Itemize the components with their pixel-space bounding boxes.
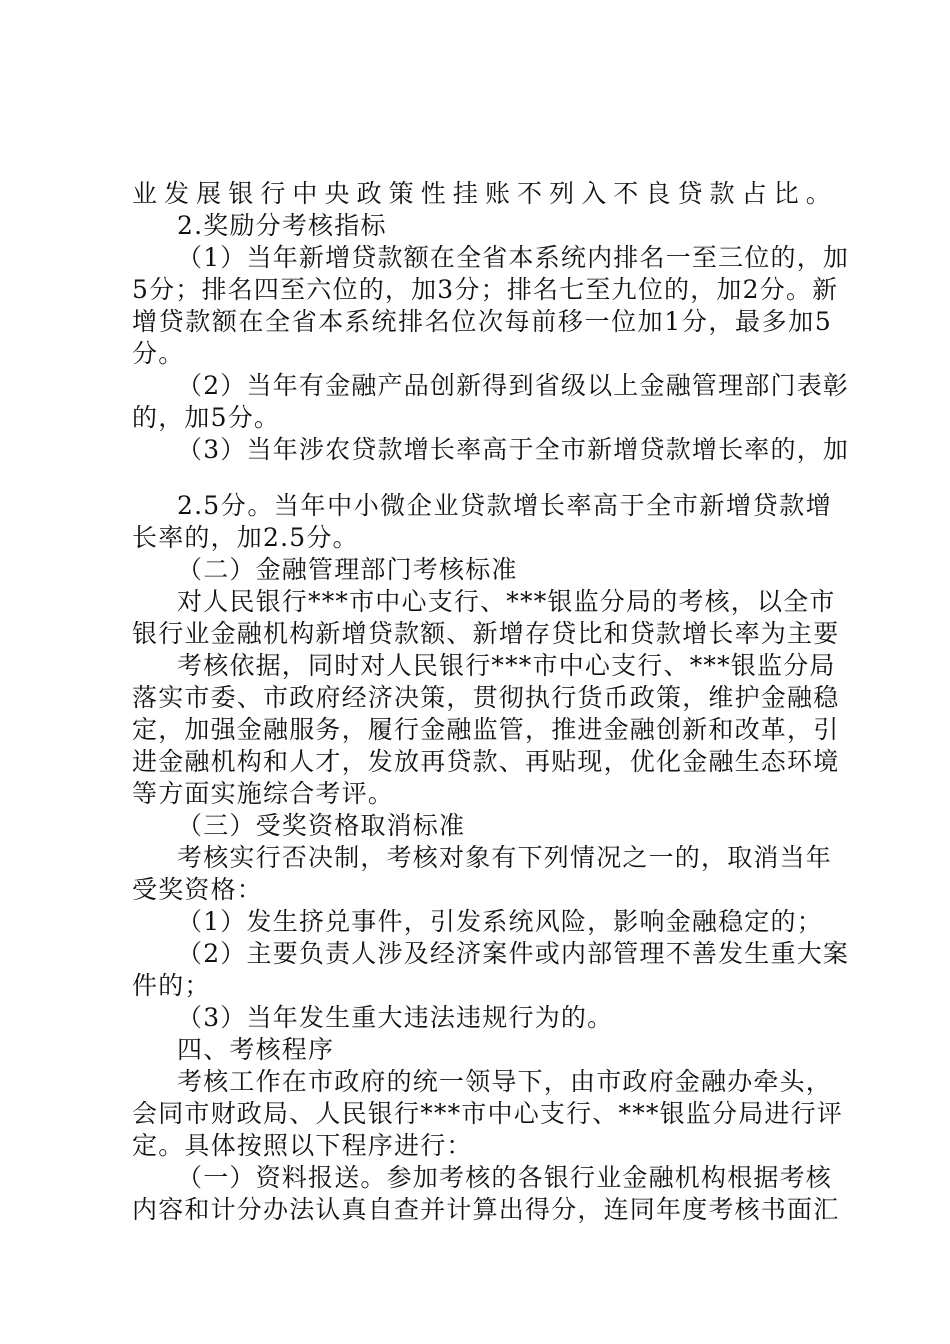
text-line-15: 考核依据，同时对人民银行***市中心支行、***银监分局: [177, 651, 836, 680]
text-line-31: （一）资料报送。参加考核的各银行业金融机构根据考核: [177, 1163, 833, 1192]
text-line-25: 件的；: [132, 971, 211, 1000]
text-line-2: 2.奖励分考核指标: [177, 211, 387, 240]
text-line-32: 内容和计分办法认真自查并计算出得分，连同年度考核书面汇: [132, 1195, 840, 1224]
text-line-14: 银行业金融机构新增贷款额、新增存贷比和贷款增长率为主要: [132, 619, 840, 648]
text-line-23: （1）发生挤兑事件，引发系统风险，影响金融稳定的；: [177, 907, 823, 936]
text-line-11: 长率的，加2.5分。: [132, 523, 359, 552]
text-line-26: （3）当年发生重大违法违规行为的。: [177, 1003, 614, 1032]
text-line-1: 业发展银行中央政策性挂账不列入不良贷款占比。: [132, 179, 832, 208]
text-line-5: 增贷款额在全省本系统排名位次每前移一位加1分，最多加5: [132, 307, 832, 336]
text-line-19: 等方面实施综合考评。: [132, 779, 395, 808]
text-line-27: 四、考核程序: [177, 1035, 335, 1064]
text-line-17: 定，加强金融服务，履行金融监管，推进金融创新和改革，引: [132, 715, 840, 744]
text-line-9: （3）当年涉农贷款增长率高于全市新增贷款增长率的，加: [177, 435, 850, 464]
text-line-6: 分。: [132, 339, 185, 368]
text-line-8: 的，加5分。: [132, 403, 281, 432]
text-line-21: 考核实行否决制，考核对象有下列情况之一的，取消当年: [177, 843, 833, 872]
text-line-16: 落实市委、市政府经济决策，贯彻执行货币政策，维护金融稳: [132, 683, 840, 712]
text-line-20: （三）受奖资格取消标准: [177, 811, 466, 840]
text-line-4: 5分；排名四至六位的，加3分；排名七至九位的，加2分。新: [132, 275, 839, 304]
text-line-3: （1）当年新增贷款额在全省本系统内排名一至三位的，加: [177, 243, 850, 272]
text-line-10: 2.5分。当年中小微企业贷款增长率高于全市新增贷款增: [177, 491, 832, 520]
text-line-28: 考核工作在市政府的统一领导下，由市政府金融办牵头，: [177, 1067, 833, 1096]
text-line-30: 定。具体按照以下程序进行：: [132, 1131, 473, 1160]
text-line-13: 对人民银行***市中心支行、***银监分局的考核，以全市: [177, 587, 836, 616]
text-line-29: 会同市财政局、人民银行***市中心支行、***银监分局进行评: [132, 1099, 844, 1128]
text-line-18: 进金融机构和人才，发放再贷款、再贴现，优化金融生态环境: [132, 747, 840, 776]
text-line-22: 受奖资格：: [132, 875, 264, 904]
text-line-24: （2）主要负责人涉及经济案件或内部管理不善发生重大案: [177, 939, 850, 968]
text-line-7: （2）当年有金融产品创新得到省级以上金融管理部门表彰: [177, 371, 850, 400]
text-line-12: （二）金融管理部门考核标准: [177, 555, 518, 584]
